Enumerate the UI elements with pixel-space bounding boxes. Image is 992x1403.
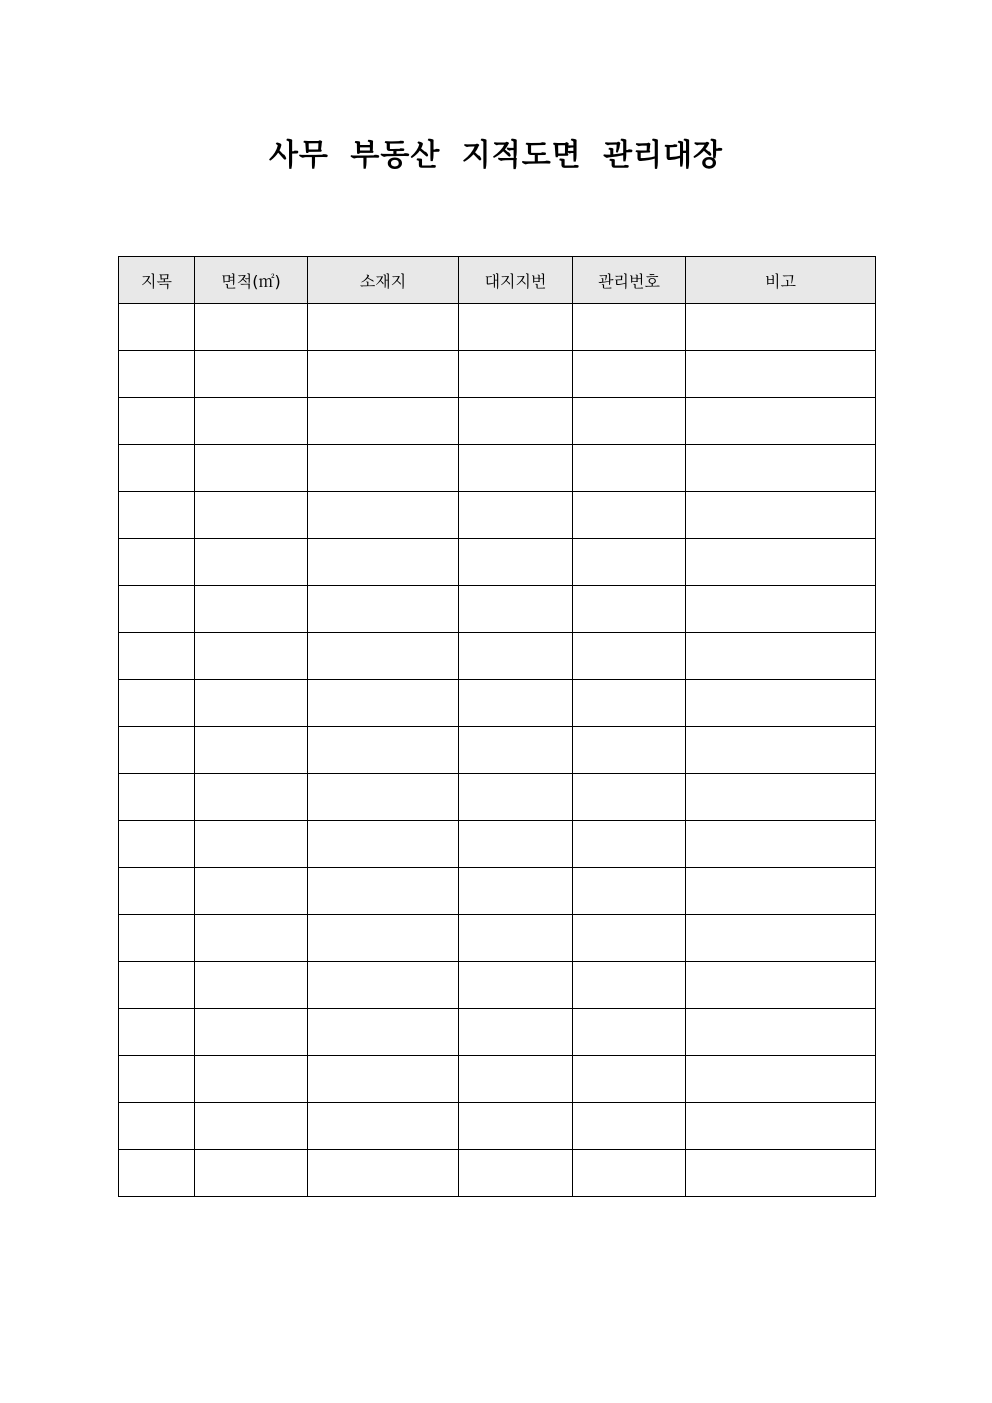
table-row [119,539,876,586]
cell-category[interactable] [119,1150,195,1197]
cell-management-number[interactable] [573,1009,686,1056]
cell-area[interactable] [195,586,308,633]
cell-location[interactable] [308,445,459,492]
cell-management-number[interactable] [573,727,686,774]
cell-remarks[interactable] [686,915,876,962]
cell-management-number[interactable] [573,821,686,868]
table-row [119,774,876,821]
table-header-row [119,257,876,304]
cell-area[interactable] [195,727,308,774]
table-row [119,586,876,633]
cell-lot-number[interactable] [459,727,573,774]
cell-category[interactable] [119,539,195,586]
cell-lot-number[interactable] [459,962,573,1009]
cell-remarks[interactable] [686,868,876,915]
cell-lot-number[interactable] [459,539,573,586]
cell-remarks[interactable] [686,304,876,351]
cell-area[interactable] [195,821,308,868]
table-row [119,868,876,915]
column-header-location: 소재지 [308,257,459,304]
cell-category[interactable] [119,1009,195,1056]
cell-management-number[interactable] [573,492,686,539]
cell-lot-number[interactable] [459,821,573,868]
cell-remarks[interactable] [686,774,876,821]
cell-category[interactable] [119,915,195,962]
cell-category[interactable] [119,586,195,633]
column-header-management-number: 관리번호 [573,257,686,304]
cell-remarks[interactable] [686,680,876,727]
cell-remarks[interactable] [686,492,876,539]
table-row [119,821,876,868]
cell-remarks[interactable] [686,1150,876,1197]
cell-location[interactable] [308,1056,459,1103]
cell-location[interactable] [308,1009,459,1056]
table-row [119,1150,876,1197]
cell-category[interactable] [119,868,195,915]
cell-remarks[interactable] [686,351,876,398]
cell-management-number[interactable] [573,445,686,492]
cell-category[interactable] [119,445,195,492]
cell-lot-number[interactable] [459,586,573,633]
cell-remarks[interactable] [686,1056,876,1103]
table-row [119,1009,876,1056]
cell-category[interactable] [119,727,195,774]
cell-category[interactable] [119,680,195,727]
cell-location[interactable] [308,1103,459,1150]
cell-lot-number[interactable] [459,774,573,821]
cell-lot-number[interactable] [459,633,573,680]
cell-remarks[interactable] [686,586,876,633]
cell-area[interactable] [195,1056,308,1103]
cell-location[interactable] [308,398,459,445]
cell-management-number[interactable] [573,586,686,633]
cell-remarks[interactable] [686,1009,876,1056]
table-body [119,304,876,1197]
register-table [118,256,876,1197]
table-row [119,351,876,398]
cell-area[interactable] [195,304,308,351]
cell-category[interactable] [119,492,195,539]
cell-management-number[interactable] [573,1056,686,1103]
cell-lot-number[interactable] [459,1009,573,1056]
cell-area[interactable] [195,1103,308,1150]
cell-remarks[interactable] [686,633,876,680]
column-header-remarks: 비고 [686,257,876,304]
cell-management-number[interactable] [573,1103,686,1150]
cell-area[interactable] [195,633,308,680]
table-row [119,915,876,962]
cell-management-number[interactable] [573,1150,686,1197]
cell-location[interactable] [308,821,459,868]
cell-location[interactable] [308,680,459,727]
cell-management-number[interactable] [573,915,686,962]
cell-location[interactable] [308,492,459,539]
cell-management-number[interactable] [573,539,686,586]
cell-location[interactable] [308,633,459,680]
cell-category[interactable] [119,398,195,445]
cell-location[interactable] [308,868,459,915]
cell-category[interactable] [119,351,195,398]
cell-area[interactable] [195,492,308,539]
cell-management-number[interactable] [573,868,686,915]
cell-location[interactable] [308,962,459,1009]
cell-area[interactable] [195,915,308,962]
cell-location[interactable] [308,351,459,398]
cell-category[interactable] [119,304,195,351]
table-row [119,1103,876,1150]
table-row [119,633,876,680]
cell-management-number[interactable] [573,774,686,821]
cell-lot-number[interactable] [459,398,573,445]
cell-remarks[interactable] [686,727,876,774]
cell-category[interactable] [119,633,195,680]
cell-area[interactable] [195,1009,308,1056]
cell-lot-number[interactable] [459,304,573,351]
cell-management-number[interactable] [573,351,686,398]
cell-management-number[interactable] [573,680,686,727]
cell-location[interactable] [308,915,459,962]
cell-remarks[interactable] [686,1103,876,1150]
table-row [119,727,876,774]
table-row [119,398,876,445]
cell-lot-number[interactable] [459,351,573,398]
cell-area[interactable] [195,962,308,1009]
cell-lot-number[interactable] [459,1150,573,1197]
cell-area[interactable] [195,539,308,586]
cell-location[interactable] [308,1150,459,1197]
cell-area[interactable] [195,1150,308,1197]
cell-management-number[interactable] [573,962,686,1009]
table-row [119,680,876,727]
cell-category[interactable] [119,821,195,868]
cell-area[interactable] [195,680,308,727]
cell-location[interactable] [308,304,459,351]
cell-area[interactable] [195,868,308,915]
cell-lot-number[interactable] [459,445,573,492]
table-row [119,962,876,1009]
column-header-area: 면적(㎡) [195,257,308,304]
cell-remarks[interactable] [686,962,876,1009]
table-row [119,492,876,539]
cell-remarks[interactable] [686,539,876,586]
cell-area[interactable] [195,398,308,445]
cell-remarks[interactable] [686,398,876,445]
cell-remarks[interactable] [686,445,876,492]
cell-lot-number[interactable] [459,868,573,915]
cell-category[interactable] [119,774,195,821]
cell-location[interactable] [308,539,459,586]
cell-lot-number[interactable] [459,492,573,539]
cell-management-number[interactable] [573,633,686,680]
table-row [119,1056,876,1103]
cell-category[interactable] [119,962,195,1009]
cell-area[interactable] [195,774,308,821]
cell-category[interactable] [119,1103,195,1150]
column-header-lot-number: 대지지번 [459,257,573,304]
cell-area[interactable] [195,351,308,398]
table-row [119,304,876,351]
cell-remarks[interactable] [686,821,876,868]
cell-location[interactable] [308,774,459,821]
cell-management-number[interactable] [573,304,686,351]
table-row [119,445,876,492]
cell-lot-number[interactable] [459,680,573,727]
cell-category[interactable] [119,1056,195,1103]
cell-lot-number[interactable] [459,1056,573,1103]
cell-lot-number[interactable] [459,915,573,962]
cell-lot-number[interactable] [459,1103,573,1150]
page-title: 사무 부동산 지적도면 관리대장 [268,138,724,173]
cell-management-number[interactable] [573,398,686,445]
cell-location[interactable] [308,586,459,633]
cell-location[interactable] [308,727,459,774]
cell-area[interactable] [195,445,308,492]
column-header-category: 지목 [119,257,195,304]
